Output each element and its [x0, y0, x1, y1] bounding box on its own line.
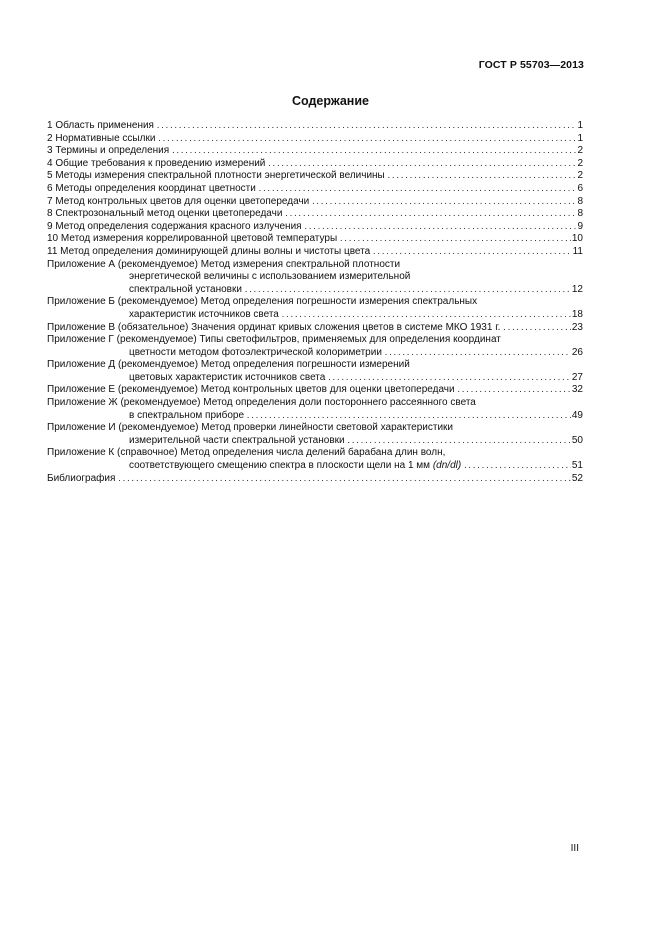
dot-leader [311, 196, 576, 209]
toc-entry-text: 9 Метод определения содержания красного излучения [47, 220, 302, 232]
toc-page-number: 10 [571, 233, 583, 245]
toc-entry-text: соответствующего смещению спектра в плоскости щели на 1 мм (dn/dl) [129, 460, 462, 472]
toc-entry-text: 8 Спектрозональный метод оценки цветопередачи [47, 208, 283, 220]
toc-entry-text: Приложение И (рекомендуемое) Метод проверки линейности световой характеристики [47, 422, 454, 434]
page-title: Содержание [291, 94, 369, 108]
toc-entry[interactable] [47, 384, 583, 397]
toc-page-number: 23 [571, 321, 583, 333]
toc-entry-text: 6 Методы определения координат цветности [47, 182, 256, 194]
toc-page-number: 27 [571, 371, 583, 383]
dot-leader [463, 460, 571, 473]
toc-page-number: 50 [571, 434, 583, 446]
toc-entry[interactable] [47, 447, 583, 472]
toc-page-number: 51 [571, 460, 583, 472]
toc-page-number: 26 [571, 346, 583, 358]
toc-entry[interactable] [47, 322, 583, 335]
dot-leader [304, 221, 577, 234]
dot-leader [246, 410, 571, 423]
dot-leader [117, 473, 570, 486]
toc-entry-text: измерительной части спектральной установки [129, 434, 345, 446]
toc-entry-text: 11 Метод определения доминирующей длины волны и чистоты цвета [47, 245, 371, 257]
toc-entry-text: Приложение В (обязательное) Значения ординат кривых сложения цветов в системе МКО 1931 г. [47, 321, 501, 333]
toc-entry[interactable] [47, 221, 583, 234]
toc-entry-text: 3 Термины и определения [47, 145, 170, 157]
dot-leader [157, 133, 576, 146]
toc-page-number: 1 [577, 120, 583, 131]
toc-page-number: 32 [571, 384, 583, 396]
toc-entry-text: Приложение Г (рекомендуемое) Типы светофильтров, применяемых для определения координат [47, 334, 501, 346]
toc-entry-text: 10 Метод измерения коррелированной цветовой температуры [47, 233, 338, 245]
toc-entry[interactable] [47, 183, 583, 196]
toc-entry[interactable] [47, 133, 583, 146]
toc-page-number: 2 [577, 170, 583, 182]
toc-page-number: 6 [577, 182, 583, 194]
toc-entry-text: 2 Нормативные ссылки [47, 132, 156, 144]
toc-entry[interactable] [47, 246, 583, 259]
dot-leader [387, 170, 577, 183]
toc-page-number: 8 [577, 195, 583, 207]
toc-entry-text: характеристик источников света [129, 308, 279, 320]
document-code: ГОСТ Р 55703—2013 [478, 59, 584, 71]
dot-leader [327, 372, 571, 385]
toc-entry[interactable] [47, 259, 583, 297]
dot-leader [258, 183, 577, 196]
dot-leader [156, 120, 576, 133]
toc-entry-text: 7 Метод контрольных цветов для оценки цветопередачи [47, 195, 310, 207]
toc-page-number: 9 [577, 220, 583, 232]
dot-leader [372, 246, 571, 259]
toc-entry-formula: (dn/dl) [432, 460, 462, 472]
dot-leader [244, 284, 571, 297]
toc-page-number: 52 [571, 472, 583, 484]
toc-entry[interactable] [47, 397, 583, 422]
toc-entry-text: Приложение А (рекомендуемое) Метод измерения спектральной плотности [47, 258, 401, 270]
toc-entry-text: Приложение Е (рекомендуемое) Метод контрольных цветов для оценки цветопередачи [47, 384, 455, 396]
toc-entry-text: Библиография [47, 472, 116, 484]
toc-entry-text: энергетической величины с использованием измерительной [129, 271, 411, 283]
toc-entry[interactable] [47, 334, 583, 359]
toc-entry[interactable] [47, 359, 583, 384]
toc-entry-text: 4 Общие требования к проведению измерений [47, 157, 266, 169]
dot-leader [339, 233, 571, 246]
toc-entry-text: Приложение К (справочное) Метод определения числа делений барабана длин волн, [47, 447, 446, 459]
toc-entry[interactable] [47, 145, 583, 158]
toc-entry[interactable] [47, 233, 583, 246]
toc-entry-text: 5 Методы измерения спектральной плотности энергетической величины [47, 170, 385, 182]
toc-entry[interactable] [47, 422, 583, 447]
toc-page-number: 1 [577, 132, 583, 144]
toc-entry[interactable] [47, 158, 583, 171]
toc-entry-text: Приложение Б (рекомендуемое) Метод определения погрешности измерения спектральных [47, 296, 478, 308]
toc-entry[interactable] [47, 170, 583, 183]
toc-page-number: 49 [571, 409, 583, 421]
toc-entry[interactable] [47, 120, 583, 133]
dot-leader [284, 208, 576, 221]
dot-leader [281, 309, 571, 322]
toc-entry[interactable] [47, 296, 583, 321]
toc-page-number: 11 [572, 245, 583, 257]
dot-leader [384, 347, 571, 360]
dot-leader [502, 322, 570, 335]
toc-page-number: 12 [571, 283, 583, 295]
toc-entry[interactable] [47, 208, 583, 221]
toc-page-number: 2 [577, 145, 583, 157]
page-number: III [570, 843, 579, 854]
toc-entry-text: цветности методом фотоэлектрической колориметрии [129, 346, 382, 358]
dot-leader [267, 158, 576, 171]
toc-entry-text: в спектральном приборе [129, 409, 245, 421]
toc-entry[interactable] [47, 196, 583, 209]
toc-entry-text: спектральной установки [129, 283, 242, 295]
dot-leader [347, 435, 571, 448]
dot-leader [171, 145, 576, 158]
toc-page-number: 2 [577, 157, 583, 169]
toc-entry-text: 1 Область применения [47, 120, 154, 131]
toc-entry-text: Приложение Д (рекомендуемое) Метод определения погрешности измерений [47, 359, 410, 371]
toc-entry-text: цветовых характеристик источников света [129, 371, 326, 383]
table-of-contents [47, 120, 583, 485]
dot-leader [457, 384, 571, 397]
toc-entry[interactable] [47, 473, 583, 486]
toc-page-number: 8 [577, 208, 583, 220]
toc-entry-text: Приложение Ж (рекомендуемое) Метод определения доли постороннего рассеянного света [47, 397, 476, 409]
toc-page-number: 18 [571, 308, 583, 320]
